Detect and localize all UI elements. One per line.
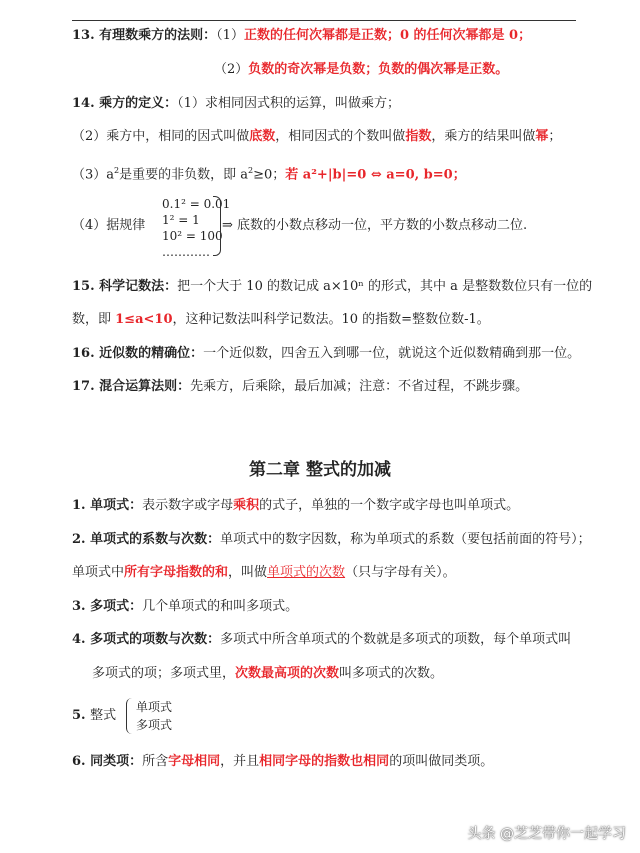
section-title: 单项式的系数与次数： xyxy=(90,532,221,547)
section-title: 混合运算法则： xyxy=(99,379,191,394)
text: ，叫做 xyxy=(228,565,268,580)
top-rule xyxy=(72,20,576,21)
text: 的式子，单独的一个数字或字母也叫单项式。 xyxy=(259,498,520,513)
text: 是重要的非负数，即 a xyxy=(119,167,249,183)
rule-marker: （1） xyxy=(216,28,244,43)
section-title: 单项式： xyxy=(90,498,143,513)
section-14-line2 xyxy=(72,128,561,146)
section-number: 1. xyxy=(72,498,91,513)
section-14-line1 xyxy=(72,95,400,113)
text: 的项叫做同类项。 xyxy=(389,754,494,769)
term: 相同字母的指数也相同 xyxy=(259,754,390,769)
formula: 若 a²+|b|=0 ⇔ a=0, b=0； xyxy=(285,167,466,183)
text: ，并且 xyxy=(220,754,260,769)
text: （1）求相同因式积的运算，叫做乘方； xyxy=(177,96,400,111)
text: 单项式中 xyxy=(72,565,125,580)
text: 多项式的项；多项式里， xyxy=(92,666,236,681)
right-brace xyxy=(213,196,221,256)
pattern-item: ………… xyxy=(162,245,210,259)
formula: 1≤a<10 xyxy=(115,312,173,327)
term: 单项式的次数 xyxy=(267,565,346,580)
text: 数，即 xyxy=(72,312,116,327)
chapter2-item4-line1 xyxy=(72,631,571,649)
text: （只与字母有关）。 xyxy=(345,565,456,580)
term: 底数 xyxy=(249,129,276,144)
section-number: 5. xyxy=(72,708,91,723)
section-title: 乘方的定义： xyxy=(99,96,178,111)
text: 几个单项式的和叫多项式。 xyxy=(142,599,299,614)
rule-text: 正数的任何次幂都是正数；0 的任何次幂都是 0； xyxy=(243,28,532,43)
term: 所有字母指数的和 xyxy=(124,565,229,580)
pattern-item: 0.1² = 0.01 xyxy=(162,197,231,211)
section-number: 17. xyxy=(72,379,100,394)
brace-option-1: 单项式 xyxy=(136,700,173,714)
section-number: 16. xyxy=(72,346,100,361)
text: ，这种记数法叫科学记数法。10 的指数=整数位数-1。 xyxy=(172,312,490,327)
section-15-line1 xyxy=(72,278,592,296)
superscript: 2 xyxy=(114,166,120,175)
chapter2-item2-line1 xyxy=(72,531,591,549)
text: 所含 xyxy=(142,754,169,769)
text: 单项式中的数字因数，称为单项式的系数（要包括前面的符号）； xyxy=(220,532,591,547)
section-number: 3. xyxy=(72,599,91,614)
section-number: 6. xyxy=(72,754,91,769)
section-16 xyxy=(72,345,580,363)
section-13-line1 xyxy=(72,27,531,45)
term: 指数 xyxy=(405,129,432,144)
section-title: 有理数乘方的法则： xyxy=(99,28,217,43)
term: 乘积 xyxy=(233,498,260,513)
section-14-line4-label xyxy=(72,217,145,235)
rule-marker: （2） xyxy=(214,62,249,77)
text: （4）据规律 xyxy=(72,218,146,233)
text: 表示数字或字母 xyxy=(142,498,234,513)
section-number: 2. xyxy=(72,532,91,547)
brace-option-2: 多项式 xyxy=(136,718,173,732)
text: ，乘方的结果叫做 xyxy=(431,129,536,144)
section-title: 科学记数法： xyxy=(99,279,178,294)
chapter2-item1 xyxy=(72,497,519,515)
section-number: 13. xyxy=(72,28,100,43)
section-title: 近似数的精确位： xyxy=(99,346,204,361)
section-title: 整式 xyxy=(90,708,117,723)
section-17 xyxy=(72,378,528,396)
chapter2-item5 xyxy=(72,707,116,725)
chapter2-item2-line2 xyxy=(72,564,456,582)
section-13-line2 xyxy=(214,61,508,79)
text: ，相同因式的个数叫做 xyxy=(275,129,406,144)
section-number: 14. xyxy=(72,96,100,111)
pattern-item: 10² = 100 xyxy=(162,229,223,243)
section-14-line4-text xyxy=(222,217,527,235)
section-14-line3 xyxy=(72,162,466,184)
text: 先乘方，后乘除，最后加减；注意：不省过程，不跳步骤。 xyxy=(190,379,529,394)
term: 幂 xyxy=(535,129,549,144)
section-title: 同类项： xyxy=(90,754,143,769)
text: 一个近似数，四舍五入到哪一位，就说这个近似数精确到那一位。 xyxy=(203,346,581,361)
section-number: 4. xyxy=(72,632,91,647)
text: （2）乘方中，相同的因式叫做 xyxy=(72,129,250,144)
text: ≥0； xyxy=(253,167,286,183)
section-title: 多项式的项数与次数： xyxy=(90,632,221,647)
text: ⇒ 底数的小数点移动一位，平方数的小数点移动二位. xyxy=(222,218,528,233)
section-title: 多项式： xyxy=(90,599,143,614)
term: 字母相同 xyxy=(168,754,221,769)
term: 次数最高项的次数 xyxy=(235,666,340,681)
text: 叫多项式的次数。 xyxy=(339,666,444,681)
chapter2-item3 xyxy=(72,598,298,616)
chapter2-item6 xyxy=(72,753,493,771)
watermark: 头条 @芝芝带你一起学习 xyxy=(467,826,626,842)
section-15-line2 xyxy=(72,311,490,329)
text: ； xyxy=(548,129,562,144)
rule-text: 负数的奇次幂是负数；负数的偶次幂是正数。 xyxy=(248,62,509,77)
left-brace xyxy=(126,698,134,734)
chapter2-item4-line2 xyxy=(92,665,443,683)
superscript: 2 xyxy=(248,166,254,175)
pattern-item: 1² = 1 xyxy=(162,213,200,227)
text: 多项式中所含单项式的个数就是多项式的项数，每个单项式叫 xyxy=(220,632,572,647)
section-number: 15. xyxy=(72,279,100,294)
text: （3）a xyxy=(72,167,115,183)
chapter-heading: 第二章 整式的加减 xyxy=(249,460,391,480)
text: 把一个大于 10 的数记成 a×10ⁿ 的形式，其中 a 是整数数位只有一位的 xyxy=(177,279,593,294)
